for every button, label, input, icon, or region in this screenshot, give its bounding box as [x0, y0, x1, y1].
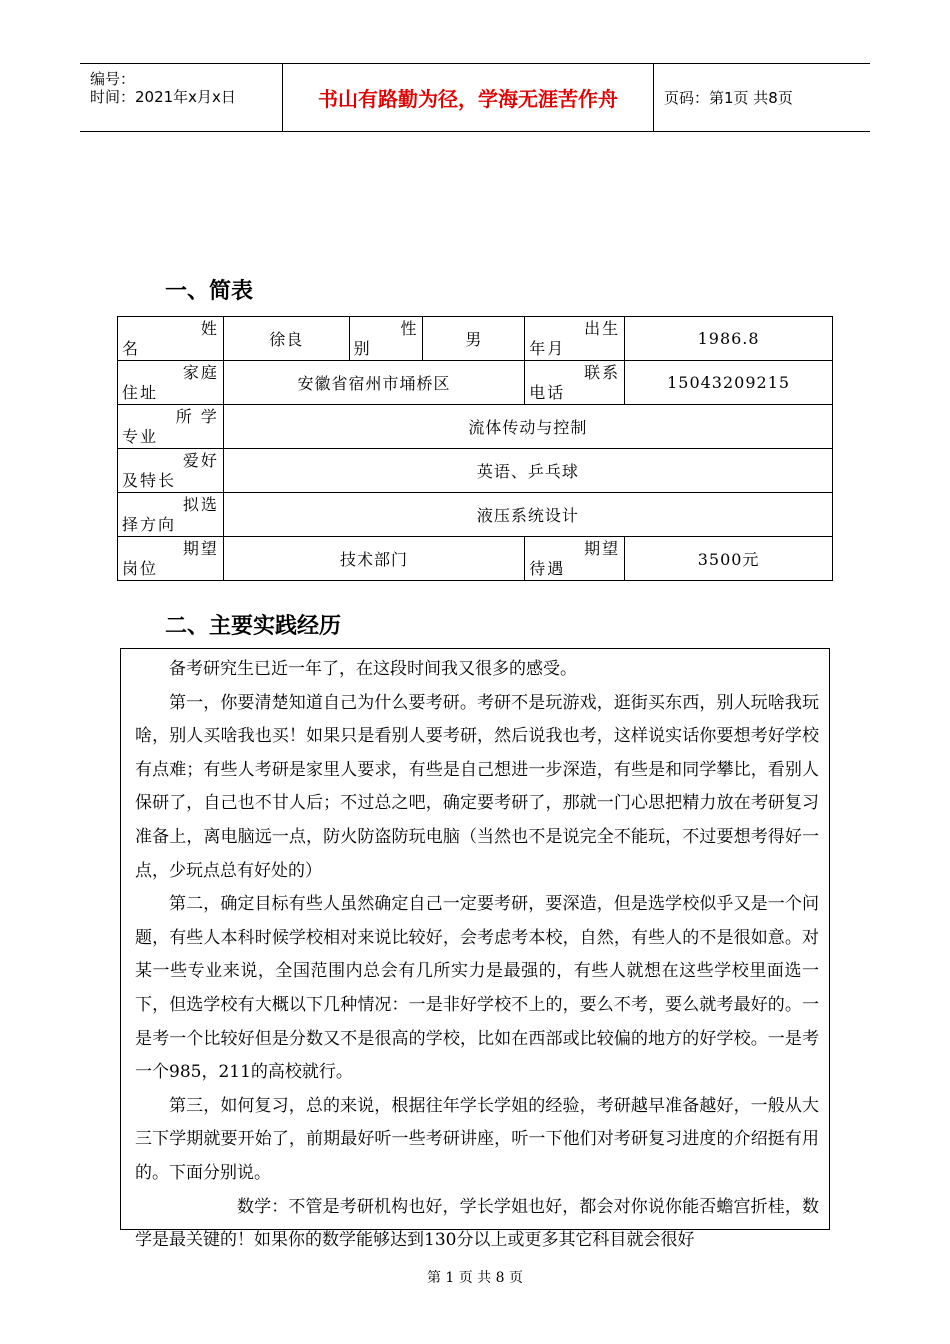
value-position: 技术部门: [223, 537, 524, 581]
experience-paragraph: 第一，你要清楚知道自己为什么要考研。考研不是玩游戏，逛街买东西，别人玩啥我玩啥，别人买啥我也买！如果只是看别人要考研，然后说我也考，这样说实话你要想考好学校有点难；有些人考研是家里人要求，有些是自己想进一步深造，有些是和同学攀比，看别人保研了，自己也不甘人后；不过总之吧，确定要考研了，那就一门心思把精力放在考研复习准备上，离电脑远一点，防火防盗防玩电脑（当然也不是说完全不能玩，不过要想考得好一点，少玩点总有好处的）: [135, 692, 819, 881]
brief-table: [117, 316, 833, 581]
header-motto: 书山有路勤为径，学海无涯苦作舟: [282, 64, 654, 131]
table-row: [118, 361, 833, 405]
header-page-info: 页码：第1页 共8页: [664, 89, 793, 107]
label-salary: 期望 待遇: [525, 537, 625, 581]
label-major: 所 学 专业: [118, 405, 224, 449]
experience-box: [120, 648, 830, 1251]
label-position: 期望 岗位: [118, 537, 224, 581]
value-major: 流体传动与控制: [223, 405, 832, 449]
table-row: [118, 405, 833, 449]
label-hobby: 爱好 及特长: [118, 449, 224, 493]
value-address: 安徽省宿州市埇桥区: [223, 361, 524, 405]
table-row: [118, 449, 833, 493]
table-row: [118, 493, 833, 537]
header-meta: [80, 64, 282, 131]
value-birth: 1986.8: [625, 317, 833, 361]
section-title-brief: 一、简表: [165, 279, 254, 304]
section-title-experience: 二、主要实践经历: [165, 614, 342, 639]
experience-paragraph: 第二，确定目标有些人虽然确定自己一定要考研，要深造，但是选学校似乎又是一个问题，有些人本科时候学校相对来说比较好，会考虑考本校，自然，有些人的不是很如意。对某一些专业来说，全国范围内总会有几所实力是最强的，有些人就想在这些学校里面选一下，但选学校有大概以下几种情况：一是非好学校不上的，要么不考，要么就考最好的。一是考一个比较好但是分数又不是很高的学校，比如在西部或比较偏的地方的好学校。一是考一个985，211的高校就行。: [135, 894, 819, 1083]
label-name: 姓 名: [118, 317, 224, 361]
value-gender: 男: [423, 317, 525, 361]
label-phone: 联系 电话: [525, 361, 625, 405]
label-birth: 出生 年月: [525, 317, 625, 361]
value-hobby: 英语、乒乓球: [223, 449, 832, 493]
experience-paragraph: 备考研究生已近一年了，在这段时间我又很多的感受。: [169, 659, 577, 679]
value-direction: 液压系统设计: [223, 493, 832, 537]
table-row: [118, 537, 833, 581]
value-salary: 3500元: [625, 537, 833, 581]
experience-paragraph: 数学：不管是考研机构也好，学长学姐也好，都会对你说你能否蟾宫折桂，数学是最关键的！如果你的数学能够达到130分以上或更多其它科目就会很好: [135, 1196, 819, 1251]
value-name: 徐良: [223, 317, 349, 361]
experience-paragraph: 第三，如何复习，总的来说，根据往年学长学姐的经验，考研越早准备越好，一般从大三下学期就要开始了，前期最好听一些考研讲座，听一下他们对考研复习进度的介绍挺有用的。下面分别说。: [135, 1095, 819, 1183]
number-label: 编号：: [90, 70, 136, 88]
label-direction: 拟选 择方向: [118, 493, 224, 537]
time-label: 时间：2021年x月x日: [90, 88, 236, 106]
value-phone: 15043209215: [625, 361, 833, 405]
page-footer: 第 1 页 共 8 页: [426, 1270, 524, 1286]
table-row: [118, 317, 833, 361]
label-gender: 性 别: [349, 317, 423, 361]
page-header: [80, 63, 870, 132]
label-address: 家庭 住址: [118, 361, 224, 405]
